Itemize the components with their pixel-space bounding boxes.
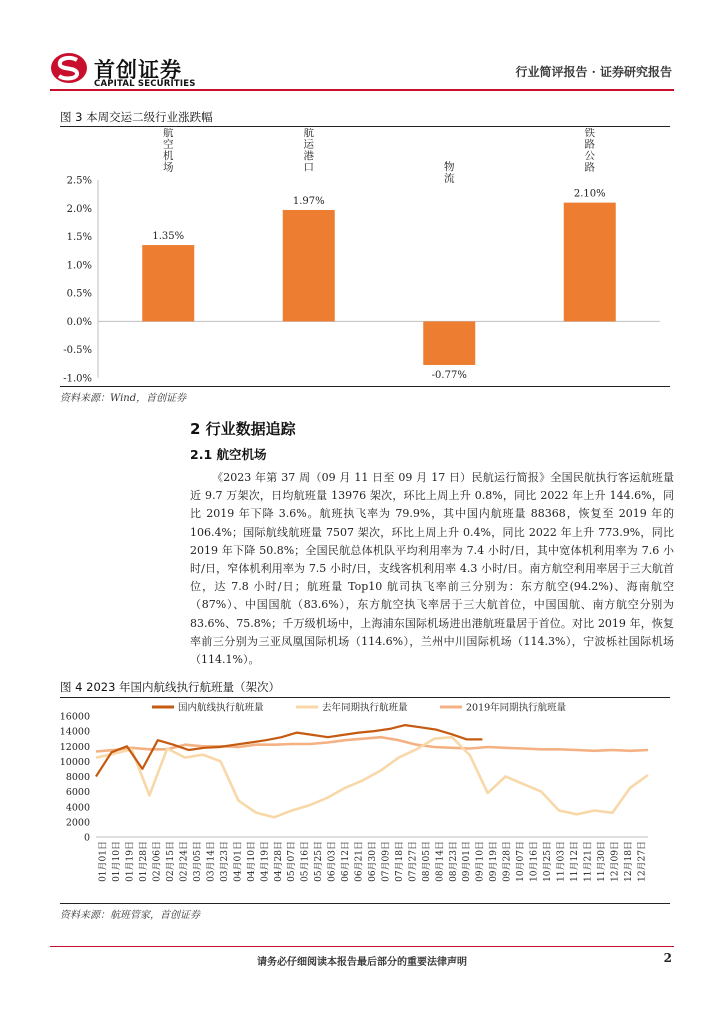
- y-tick-label: 0: [83, 832, 90, 844]
- footer-disclaimer: 请务必仔细阅读本报告最后部分的重要法律声明: [257, 957, 467, 968]
- y-tick-label: 12000: [60, 741, 90, 753]
- figure4-bottom-rule: [60, 903, 670, 904]
- category-label: 航空机场: [163, 128, 174, 174]
- footer-rule: [50, 946, 674, 947]
- bar-4: [564, 203, 616, 322]
- data-label: 2.10%: [573, 188, 606, 200]
- y-tick-label: -1.0%: [63, 373, 92, 385]
- x-tick-label: 02月15日: [166, 841, 177, 882]
- x-tick-label: 10月25日: [543, 841, 554, 882]
- x-tick-label: 12月27日: [637, 841, 648, 882]
- x-tick-label: 06月21日: [354, 841, 365, 882]
- x-tick-label: 07月09日: [381, 841, 392, 882]
- y-tick-label: 1.0%: [66, 260, 92, 272]
- x-tick-label: 07月27日: [408, 841, 419, 882]
- x-tick-label: 05月07日: [287, 841, 298, 882]
- figure3-title: 图 3 本周交运二级行业涨跌幅: [60, 110, 213, 124]
- x-tick-label: 05月25日: [314, 841, 325, 882]
- y-tick-label: 8000: [65, 772, 90, 783]
- figure4-title: 图 4 2023 年国内航线执行航班量（架次）: [60, 680, 281, 694]
- header-rule: [50, 89, 674, 91]
- x-tick-label: 12月09日: [610, 841, 621, 882]
- data-label: -0.77%: [431, 369, 467, 381]
- y-tick-label: 2000: [65, 817, 90, 829]
- legend-label-2: 去年同期执行航班量: [322, 702, 408, 714]
- figure4-line-chart: [60, 699, 672, 901]
- y-tick-label: -0.5%: [63, 345, 92, 357]
- figure3-source: 资料来源：Wind，首创证券: [60, 393, 187, 404]
- section-heading: 2 行业数据追踪: [190, 420, 296, 438]
- figure4-source: 资料来源：航班管家，首创证券: [60, 910, 200, 921]
- y-tick-label: 10000: [60, 756, 90, 768]
- x-tick-label: 09月01日: [462, 841, 473, 882]
- x-tick-label: 05月16日: [300, 841, 311, 882]
- x-tick-label: 09月10日: [475, 841, 486, 882]
- x-tick-label: 08月05日: [421, 841, 432, 882]
- y-tick-label: 6000: [65, 787, 90, 799]
- x-tick-label: 09月28日: [502, 841, 513, 882]
- x-tick-label: 12月18日: [623, 841, 634, 882]
- x-tick-label: 11月21日: [583, 841, 594, 882]
- x-tick-label: 03月05日: [192, 841, 203, 882]
- legend-label-3: 2019年同期执行航班量: [466, 702, 567, 714]
- y-tick-label: 1.5%: [66, 232, 92, 244]
- y-tick-label: 2.0%: [66, 203, 92, 215]
- subsection-heading: 2.1 航空机场: [190, 447, 267, 462]
- y-tick-label: 0.0%: [66, 316, 92, 328]
- y-tick-label: 4000: [65, 802, 90, 814]
- x-tick-label: 11月12日: [569, 841, 580, 882]
- x-tick-label: 08月14日: [435, 841, 446, 882]
- x-tick-label: 04月01日: [233, 841, 244, 882]
- x-tick-label: 01月19日: [125, 841, 136, 882]
- category-label: 航运港口: [303, 128, 314, 174]
- x-tick-label: 11月30日: [596, 841, 607, 882]
- series-line-2023: [96, 725, 482, 776]
- bar-3: [423, 321, 475, 365]
- data-label: 1.97%: [292, 195, 325, 207]
- x-tick-label: 02月24日: [179, 841, 190, 882]
- page-number: 2: [663, 951, 672, 965]
- x-tick-label: 01月01日: [98, 841, 109, 882]
- y-tick-label: 16000: [60, 711, 90, 723]
- y-tick-label: 2.5%: [66, 175, 92, 187]
- figure4-top-rule: [60, 697, 670, 698]
- x-tick-label: 07月18日: [394, 841, 405, 882]
- y-tick-label: 14000: [60, 726, 90, 738]
- company-name-en: CAPITAL SECURITIES: [94, 79, 196, 89]
- series-line-2019: [96, 737, 648, 751]
- x-tick-label: 03月14日: [206, 841, 217, 882]
- company-name-cn: 首创证券: [94, 58, 182, 82]
- x-tick-label: 08月23日: [448, 841, 459, 882]
- figure3-bottom-rule: [60, 386, 670, 387]
- x-tick-label: 01月10日: [112, 841, 123, 882]
- figure3-top-rule: [60, 126, 670, 127]
- x-tick-label: 04月19日: [260, 841, 271, 882]
- x-tick-label: 06月12日: [341, 841, 352, 882]
- y-tick-label: 0.5%: [66, 288, 92, 300]
- x-tick-label: 10月16日: [529, 841, 540, 882]
- x-tick-label: 09月19日: [489, 841, 500, 882]
- x-tick-label: 10月07日: [516, 841, 527, 882]
- x-tick-label: 03月23日: [219, 841, 230, 882]
- x-tick-label: 04月28日: [273, 841, 284, 882]
- data-label: 1.35%: [152, 231, 185, 243]
- x-tick-label: 02月06日: [152, 841, 163, 882]
- figure3-bar-chart: [60, 128, 672, 386]
- legend-label-1: 国内航线执行航班量: [178, 702, 264, 714]
- x-tick-label: 11月03日: [556, 841, 567, 882]
- bar-2: [283, 210, 335, 321]
- category-label: 物流: [444, 161, 455, 185]
- x-tick-label: 06月30日: [368, 841, 378, 882]
- x-tick-label: 06月03日: [327, 841, 338, 882]
- body-paragraph: 《2023 年第 37 周（09 月 11 日至 09 月 17 日）民航运行简报》全国民航执行客运航班量近 9.7 万架次，日均航班量 13976 架次，环比上周上升 0.8%，同比 2022 年上升 144.6%，同比 2019 年下降 3.6%。航班执飞率为 79.9%，其中国内航班量 88368，恢复至 2019 年的 106.4%；国际航线航班量 7507 架次，环比上周上升 0.4%，同比 2022 年上升 773.9%，同比 2019 年下降 50.8%；全国民航总体机队平均利用率为 7.4 小时/日，其中宽体机利用率为 7.6 小时/日，窄体机利用率为 7.5 小时/日，支线客机利用率 4.3 小时/日。南方航空利用率居于三大航首位，达 7.8 小时/日；航班量 Top10 航司执飞率前三分别为：东方航空(94.2%)、海南航空（87%）、中国国航（83.6%），东方航空执飞率居于三大航首位，中国国航、南方航空分别为 83.6%、75.8%；千万级机场中，上海浦东国际机场进出港航班量居于首位。对比 2019 年，恢复率前三分别为三亚凤凰国际机场（114.6%），兰州中川国际机场（114.3%），宁波栎社国际机场（114.1%）。: [190, 471, 674, 667]
- x-tick-label: 04月10日: [246, 841, 257, 882]
- bar-1: [142, 245, 194, 321]
- report-type: 行业简评报告 · 证券研究报告: [515, 65, 672, 79]
- x-tick-label: 01月28日: [139, 841, 150, 882]
- company-logo-icon: [50, 52, 88, 84]
- category-label: 铁路公路: [584, 128, 595, 174]
